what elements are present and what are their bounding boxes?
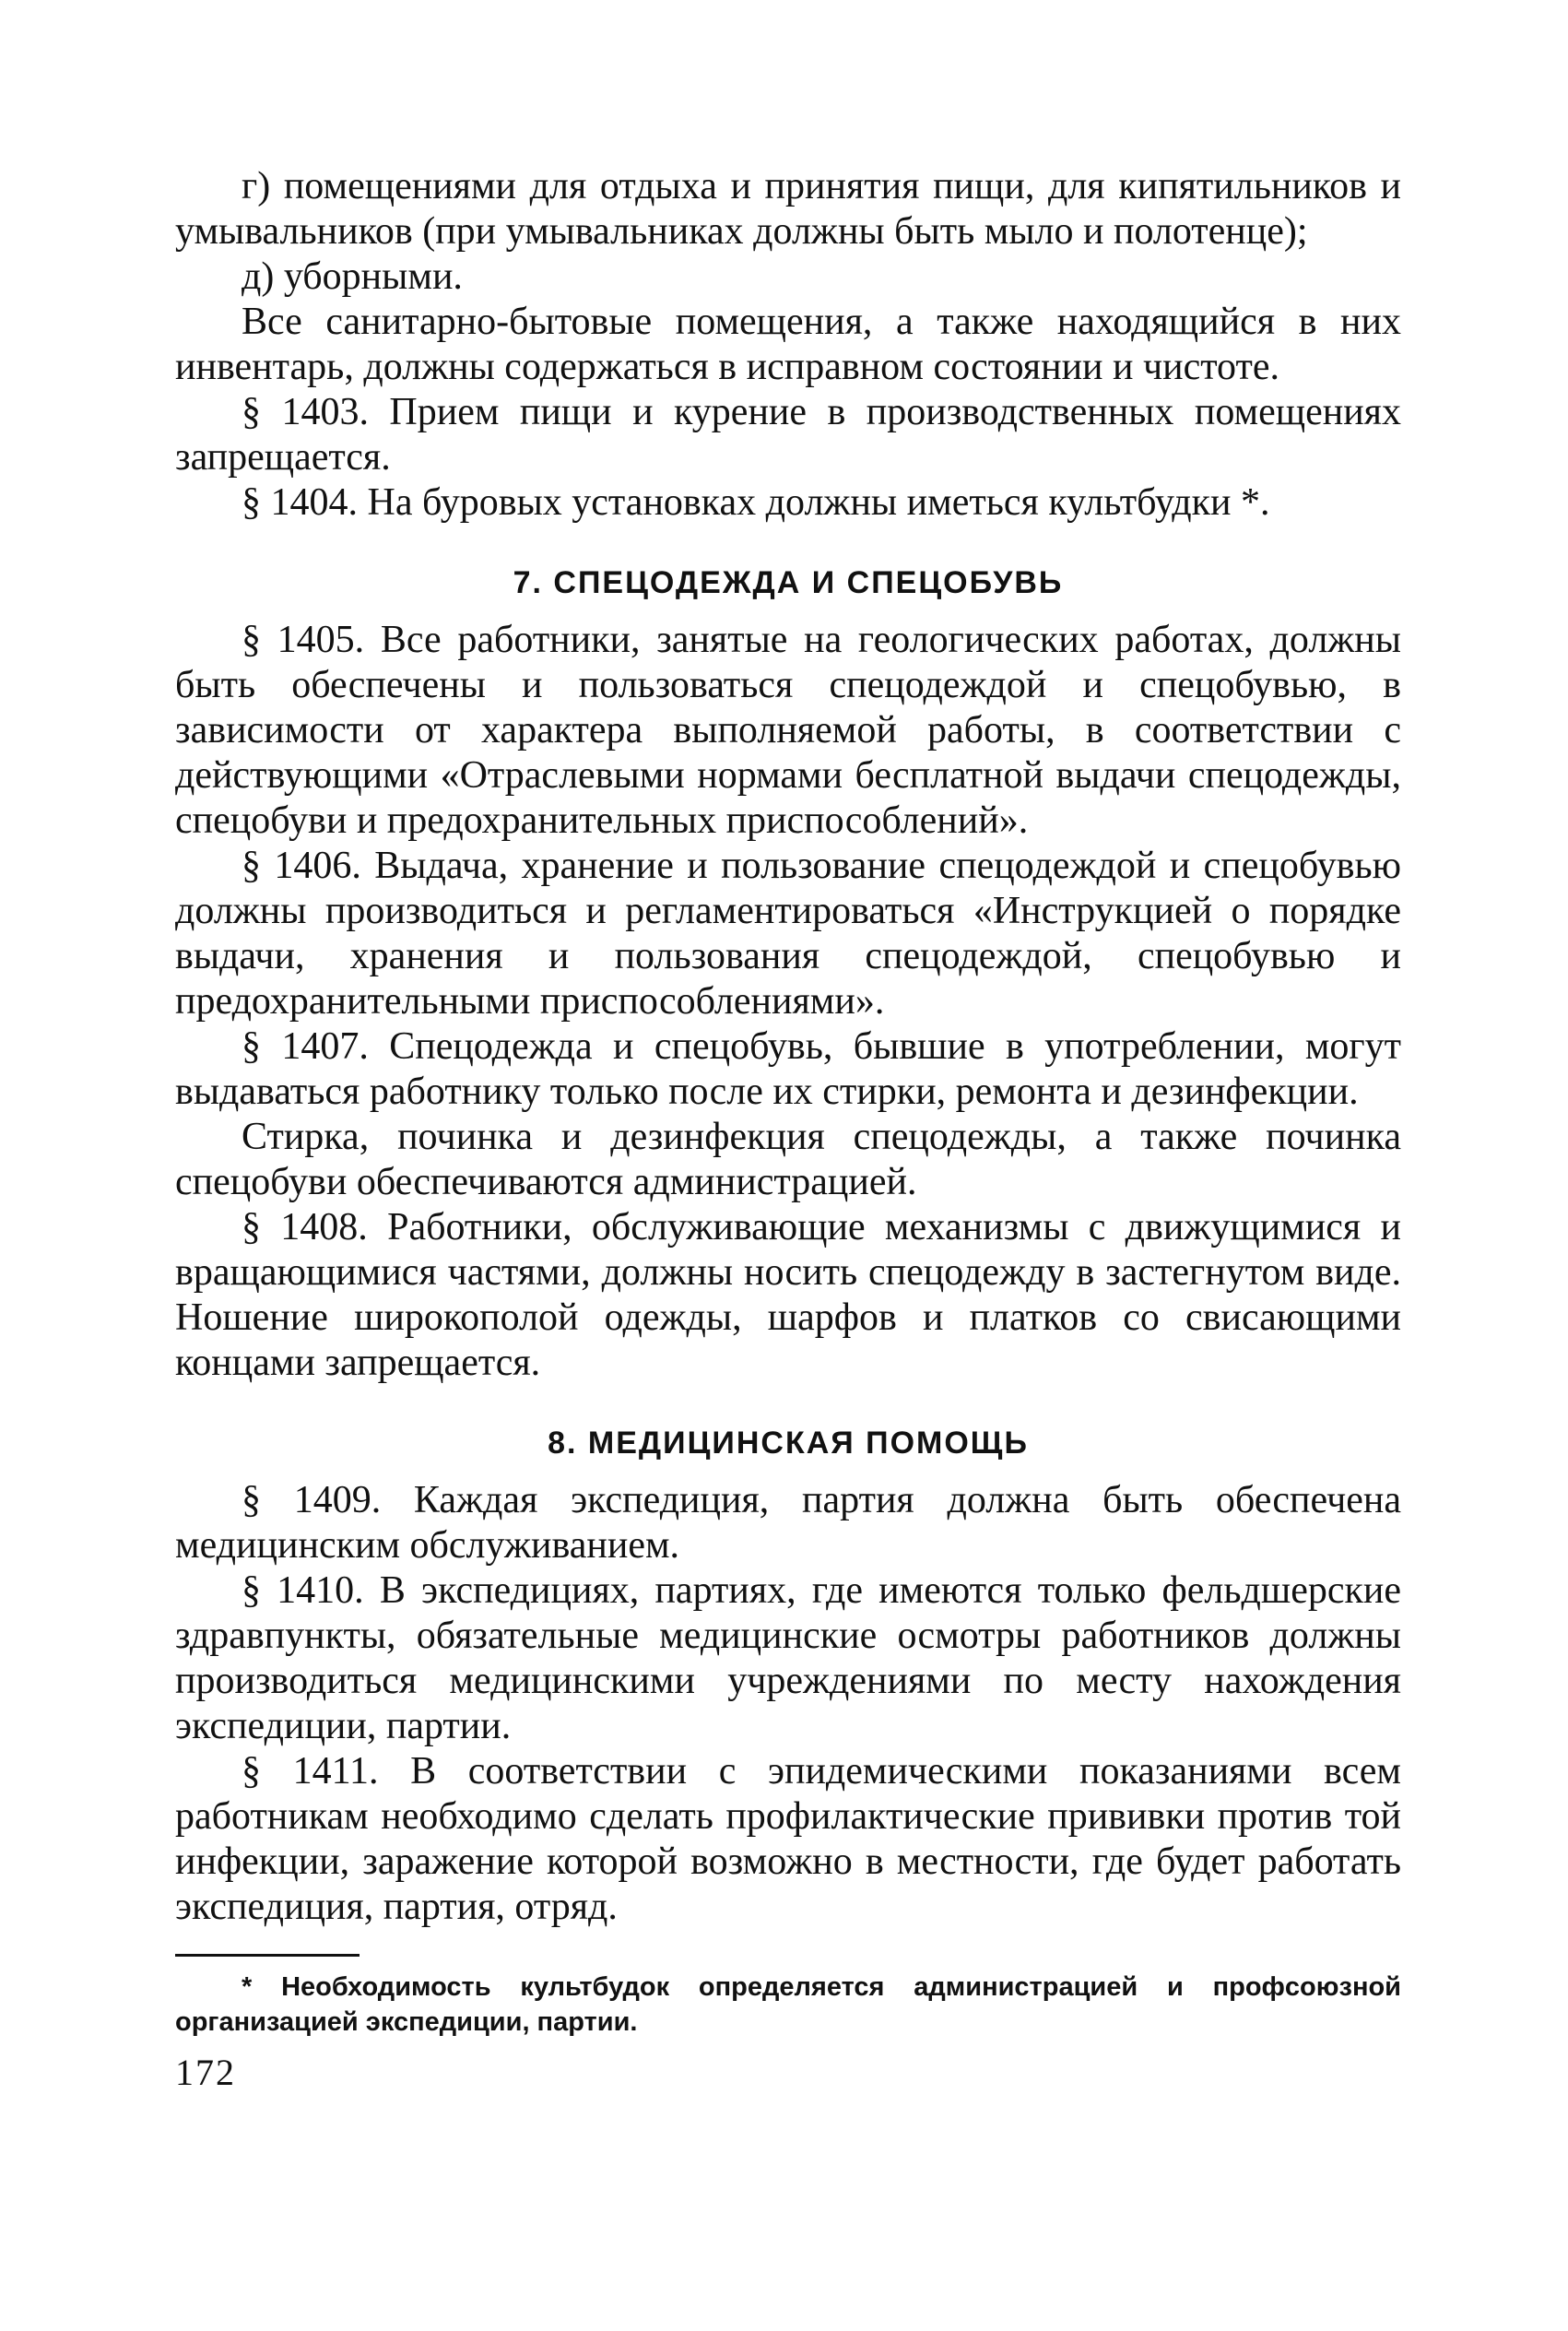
footnote: * Необходимость культбудок определяется администрацией и профсоюзной организацией экспедиции, партии. — [175, 1972, 1401, 2037]
page-number: 172 — [175, 2052, 236, 2093]
paragraph-item-g: г) помещениями для отдыха и принятия пищи, для кипятильников и умывальников (при умывальниках должны быть мыло и полотенце); — [175, 165, 1401, 253]
paragraph-1410: § 1410. В экспедициях, партиях, где имеются только фельдшерские здравпункты, обязательные медицинские осмотры работников должны производиться медицинскими учреждениями по месту нахождения экспедиции, партии. — [175, 1569, 1401, 1747]
section-8-heading: 8. МЕДИЦИНСКАЯ ПОМОЩЬ — [548, 1426, 1029, 1461]
paragraph-1411: § 1411. В соответствии с эпидемическими показаниями всем работникам необходимо сделать профилактические прививки против той инфекции, заражение которой возможно в местности, где будет работать экспедиция, партия, отряд. — [175, 1750, 1401, 1928]
paragraph-1407: § 1407. Спецодежда и спецобувь, бывшие в употреблении, могут выдаваться работнику только после их стирки, ремонта и дезинфекции. — [175, 1025, 1401, 1113]
paragraph-1406: § 1406. Выдача, хранение и пользование спецодеждой и спецобувью должны производиться и регламентироваться «Инструкцией о порядке выдачи, хранения и пользования спецодеждой, спецобувью и предохранительными приспособлениями». — [175, 845, 1401, 1023]
paragraph-item-d: д) уборными. — [242, 255, 463, 298]
section-7-heading: 7. СПЕЦОДЕЖДА И СПЕЦОБУВЬ — [513, 565, 1064, 600]
paragraph-1409: § 1409. Каждая экспедиция, партия должна быть обеспечена медицинским обслуживанием. — [175, 1479, 1401, 1567]
footnote-divider — [175, 1954, 360, 1957]
document-page — [175, 164, 1401, 2095]
paragraph-1403: § 1403. Прием пищи и курение в производственных помещениях запрещается. — [175, 391, 1401, 479]
paragraph-sanitary-rooms: Все санитарно-бытовые помещения, а также находящийся в них инвентарь, должны содержаться в исправном состоянии и чистоте. — [175, 301, 1401, 388]
paragraph-1405: § 1405. Все работники, занятые на геологических работах, должны быть обеспечены и пользоваться спецодеждой и спецобувью, в зависимости от характера выполняемой работы, в соответствии с действующими «Отраслевыми нормами бесплатной выдачи спецодежды, спецобуви и предохранительных приспособлений». — [175, 619, 1401, 842]
paragraph-washing: Стирка, починка и дезинфекция спецодежды, а также починка спецобуви обеспечиваются администрацией. — [175, 1116, 1401, 1203]
paragraph-1408: § 1408. Работники, обслуживающие механизмы с движущимися и вращающимися частями, должны носить спецодежду в застегнутом виде. Ношение широкополой одежды, шарфов и платков со свисающими концами запрещается. — [175, 1206, 1401, 1384]
paragraph-1404: § 1404. На буровых установках должны иметься культбудки *. — [242, 481, 1270, 524]
